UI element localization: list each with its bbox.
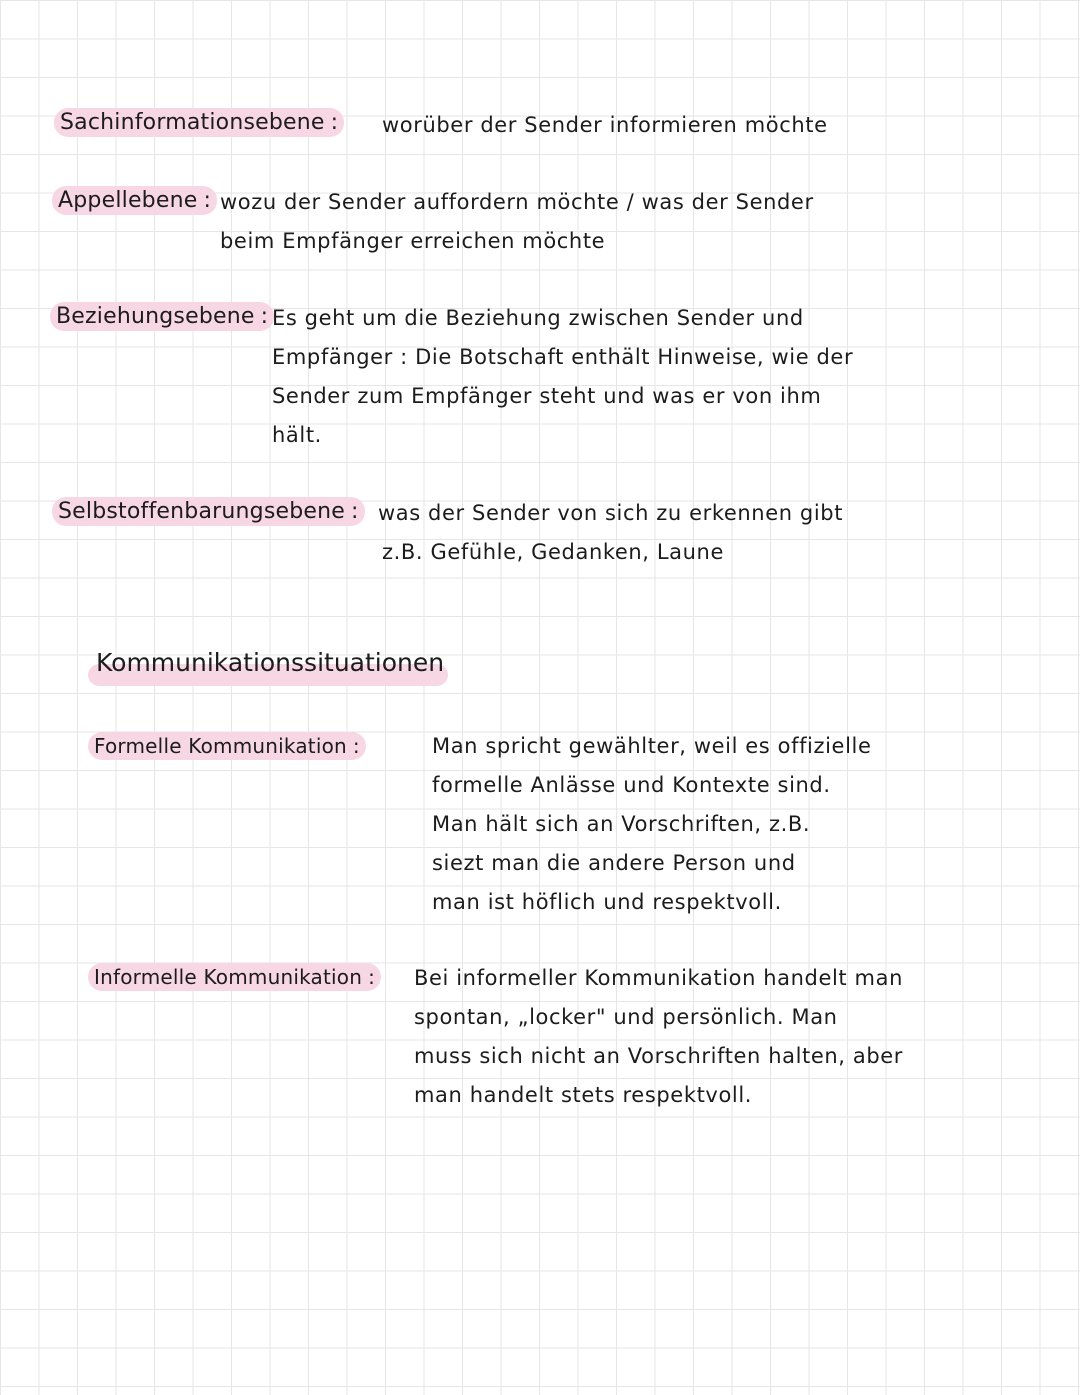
label-text: Sachinformationsebene xyxy=(60,110,325,135)
label-selbstoffenbarungsebene xyxy=(52,497,365,526)
text-line: Es geht um die Beziehung zwischen Sender und xyxy=(272,306,804,330)
label-text: Formelle Kommunikation xyxy=(94,734,347,758)
selbst-description-line2 xyxy=(382,533,724,572)
label-colon: : xyxy=(368,965,376,989)
text-line: worüber der Sender informieren möchte xyxy=(382,113,828,137)
appell-description xyxy=(220,183,814,261)
text-line: z.B. Gefühle, Gedanken, Laune xyxy=(382,540,724,564)
label-appellebene xyxy=(52,186,217,215)
text-line: Sender zum Empfänger steht und was er von ihm xyxy=(272,384,822,408)
label-colon: : xyxy=(203,188,212,213)
text-line: beim Empfänger erreichen möchte xyxy=(220,229,606,253)
text-line: hält. xyxy=(272,423,322,447)
informell-description xyxy=(414,959,903,1115)
text-line: man ist höflich und respektvoll. xyxy=(432,890,782,914)
label-beziehungsebene xyxy=(50,302,274,331)
text-line: Man hält sich an Vorschriften, z.B. xyxy=(432,812,811,836)
selbst-description-line1 xyxy=(378,494,843,533)
formell-description xyxy=(432,727,871,922)
text-line: wozu der Sender auffordern möchte / was der Sender xyxy=(220,190,814,214)
label-text: Beziehungsebene xyxy=(56,304,255,329)
label-text: Appellebene xyxy=(58,188,198,213)
label-colon: : xyxy=(330,110,339,135)
text-line: formelle Anlässe und Kontexte sind. xyxy=(432,773,831,797)
label-colon: : xyxy=(260,304,269,329)
text-line: Empfänger : Die Botschaft enthält Hinweise, wie der xyxy=(272,345,854,369)
text-line: Bei informeller Kommunikation handelt man xyxy=(414,966,903,990)
sach-description xyxy=(382,106,828,145)
text-line: was der Sender von sich zu erkennen gibt xyxy=(378,501,844,525)
label-text: Selbstoffenbarungsebene xyxy=(58,499,346,524)
label-informelle-kommunikation xyxy=(88,963,381,991)
heading-kommunikationssituationen: Kommunikationssituationen xyxy=(96,648,445,677)
text-line: siezt man die andere Person und xyxy=(432,851,796,875)
text-line: spontan, „locker" und persönlich. Man xyxy=(414,1005,838,1029)
text-line: Man spricht gewählter, weil es offizielle xyxy=(432,734,872,758)
label-sachinformationsebene xyxy=(54,108,344,137)
label-text: Informelle Kommunikation xyxy=(94,965,363,989)
text-line: muss sich nicht an Vorschriften halten, aber xyxy=(414,1044,904,1068)
label-colon: : xyxy=(352,734,360,758)
text-line: man handelt stets respektvoll. xyxy=(414,1083,753,1107)
label-colon: : xyxy=(351,499,359,524)
beziehung-description xyxy=(272,299,853,455)
label-formelle-kommunikation xyxy=(88,732,366,760)
